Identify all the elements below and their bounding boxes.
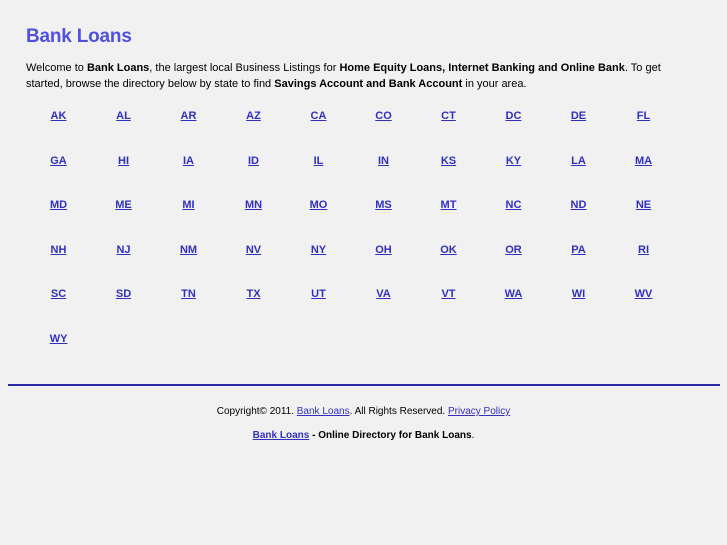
state-link-ga[interactable]: GA [50, 154, 67, 167]
state-link-ks[interactable]: KS [440, 154, 457, 167]
state-row [26, 106, 676, 151]
state-link-ak[interactable]: AK [50, 110, 67, 122]
intro-keywords-2: Savings Account and Bank Account [274, 78, 463, 90]
state-link-ok[interactable]: OK [440, 243, 457, 256]
state-link-in[interactable]: IN [378, 154, 389, 167]
rights-text: . All Rights Reserved. [349, 406, 446, 417]
state-link-tx[interactable]: TX [246, 288, 261, 301]
intro-keywords-1: Home Equity Loans, Internet Banking and Online Bank [339, 62, 625, 74]
state-link-nh[interactable]: NH [50, 243, 67, 256]
state-link-id[interactable]: ID [248, 154, 259, 167]
state-link-ia[interactable]: IA [183, 154, 194, 167]
state-link-sc[interactable]: SC [50, 288, 67, 301]
state-directory [26, 106, 676, 374]
state-link-me[interactable]: ME [115, 199, 132, 212]
state-link-nc[interactable]: NC [505, 199, 522, 212]
state-row [26, 240, 676, 285]
state-link-ri[interactable]: RI [638, 243, 649, 256]
intro-site-name: Bank Loans [86, 62, 150, 74]
state-link-pa[interactable]: PA [571, 243, 586, 256]
footer-tagline-end: . [471, 430, 475, 441]
state-link-ar[interactable]: AR [180, 110, 197, 122]
state-link-az[interactable]: AZ [246, 110, 261, 122]
state-row [26, 195, 676, 240]
state-link-mi[interactable]: MI [182, 199, 195, 212]
state-link-ky[interactable]: KY [505, 154, 522, 167]
state-link-mt[interactable]: MT [440, 199, 457, 212]
state-link-sd[interactable]: SD [115, 288, 132, 301]
copyright-text: Copyright© 2011. [216, 406, 294, 417]
intro-text-2: , the largest local Business Listings for [149, 62, 340, 74]
state-link-mo[interactable]: MO [309, 199, 328, 212]
state-link-oh[interactable]: OH [375, 243, 392, 256]
state-link-hi[interactable]: HI [118, 154, 129, 167]
intro-text-4: in your area. [462, 78, 527, 90]
state-link-al[interactable]: AL [116, 110, 131, 122]
state-link-wa[interactable]: WA [504, 288, 523, 301]
state-link-ms[interactable]: MS [375, 199, 392, 212]
footer-tagline: - Online Directory for Bank Loans [309, 430, 472, 441]
state-link-de[interactable]: DE [570, 110, 587, 122]
state-row [26, 284, 676, 329]
state-link-vt[interactable]: VT [441, 288, 456, 301]
intro-text-1: Welcome to [26, 62, 87, 74]
state-link-nd[interactable]: ND [570, 199, 587, 212]
state-link-fl[interactable]: FL [636, 110, 651, 122]
state-link-mn[interactable]: MN [244, 199, 263, 212]
state-link-ny[interactable]: NY [310, 243, 327, 256]
state-link-nv[interactable]: NV [245, 243, 262, 256]
state-link-ne[interactable]: NE [635, 199, 652, 212]
state-link-la[interactable]: LA [571, 154, 586, 167]
state-link-tn[interactable]: TN [181, 288, 196, 301]
state-link-dc[interactable]: DC [505, 110, 522, 122]
footer-copyright-line [0, 405, 727, 419]
state-row [26, 329, 676, 374]
footer-divider [8, 384, 720, 386]
intro-text-3: . To get started, browse the directory below by state to find [26, 62, 661, 90]
state-link-md[interactable]: MD [49, 199, 68, 212]
state-link-wy[interactable]: WY [49, 332, 68, 345]
state-link-wv[interactable]: WV [634, 288, 653, 301]
footer-site-link[interactable]: Bank Loans [296, 406, 350, 417]
state-link-ct[interactable]: CT [441, 110, 456, 122]
state-link-ca[interactable]: CA [310, 110, 327, 122]
intro-paragraph [26, 60, 666, 92]
state-link-ma[interactable]: MA [634, 154, 653, 167]
state-link-va[interactable]: VA [376, 288, 391, 301]
page-title: Bank Loans [26, 26, 132, 47]
privacy-policy-link[interactable]: Privacy Policy [447, 406, 511, 417]
state-row [26, 151, 676, 196]
state-link-ut[interactable]: UT [311, 288, 326, 301]
state-link-nj[interactable]: NJ [116, 243, 131, 256]
footer-tagline-line [0, 429, 727, 443]
state-link-il[interactable]: IL [313, 154, 324, 167]
footer-bottom-site-link[interactable]: Bank Loans [252, 430, 310, 441]
state-link-nm[interactable]: NM [179, 243, 198, 256]
state-link-wi[interactable]: WI [571, 288, 586, 301]
state-link-or[interactable]: OR [505, 243, 522, 256]
state-link-co[interactable]: CO [375, 110, 392, 122]
